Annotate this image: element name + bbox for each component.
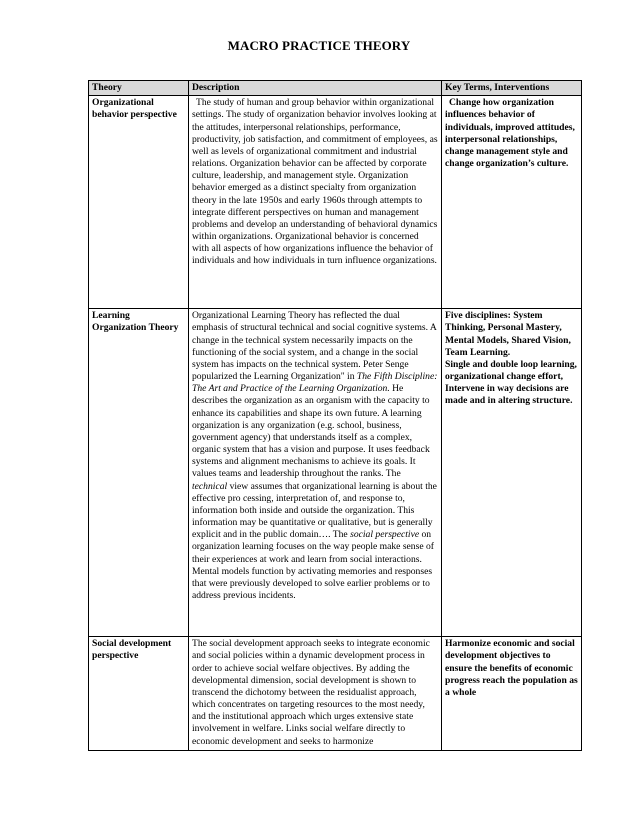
theory-table <box>88 80 582 751</box>
theory-cell: Learning Organization Theory <box>89 309 189 637</box>
table-row <box>89 96 582 309</box>
theory-cell: Organizational behavior perspective <box>89 96 189 309</box>
header-theory: Theory <box>89 81 189 96</box>
terms-text: Five disciplines: System Thinking, Personal Mastery, Mental Models, Shared Vision, Team Learning. <box>445 310 571 358</box>
terms-cell <box>442 309 582 637</box>
description-cell: The social development approach seeks to integrate economic and social policies within a dynamic development process in order to achieve social welfare objectives. By adding the developmental dimension, social development is shown to transcend the dichotomy between the residualist approach, which concentrates on targeting resources to the most needy, and the institutional approach which urges extensive state involvement in welfare. Links social welfare directly to economic development and seeks to harmonize <box>189 637 442 751</box>
theory-cell: Social development perspective <box>89 637 189 751</box>
description-text: Organizational Learning Theory has reflected the dual emphasis of structural technical and social cognitive systems. A change in the technical system necessarily impacts on the functioning of the social system, and a change in the social system has impacts on the technical system. Peter Senge popularized the Learning Organization" in <box>192 310 437 383</box>
table-row <box>89 637 582 751</box>
page-title: MACRO PRACTICE THEORY <box>227 38 411 53</box>
terms-cell: Change how organization influences behavior of individuals, improved attitudes, interpersonal relationships, change management style and change organization’s culture. <box>442 96 582 309</box>
description-cell <box>189 309 442 637</box>
description-text: He describes the organization as an organism with the capacity to enhance its capabilities and shape its own future. A learning organization is any organization (e.g. school, business, government agency) that understands itself as a complex, organic system that has a vision and purpose. It uses feedback systems and alignment mechanisms to achieve its goals. It values teams and leadership throughout the ranks. The <box>192 383 430 480</box>
table-row <box>89 309 582 637</box>
terms-text: Single and double loop learning, organizational change effort, <box>445 358 577 383</box>
terms-text: Intervene in way decisions are made and in altering structure. <box>445 383 573 407</box>
book-title: The Fifth Discipline: The Art and Practice of the Learning Organization. <box>192 371 438 395</box>
terms-cell: Harmonize economic and social development objectives to ensure the benefits of economic progress reach the population as a whole <box>442 637 582 751</box>
table-header-row <box>89 81 582 96</box>
description-cell: The study of human and group behavior within organizational settings. The study of organization behavior involves looking at the attitudes, interpersonal relationships, performance, productivity, job satisfaction, and commitment of employees, as well as levels of organizational commitment and industrial relations. Organization behavior can be affected by corporate culture, leadership, and management style. Organization behavior emerged as a distinct specialty from organization theory in the late 1950s and early 1960s through attempts to integrate different perspectives on human and management problems and develop an understanding of behavioral dynamics within organizations. Organizational behavior is concerned with all aspects of how organizations influence the behavior of individuals and how individuals in turn influence organizations. <box>189 96 442 309</box>
description-text: view assumes that organizational learning is about the effective pro cessing, interpretation of, and response to, information both inside and outside the organization. This information may be quantitative or qualitative, but is generally explicit and in the public domain…. The <box>192 480 437 541</box>
social-perspective-term: social perspective <box>350 529 420 541</box>
header-terms: Key Terms, Interventions <box>442 81 582 96</box>
description-text: on organization learning focuses on the way people make sense of their experiences at work and learn from social interactions. Mental models function by activating memories and responses that were previously developed to solve earlier problems or to address previous incidents. <box>192 529 434 602</box>
header-description: Description <box>189 81 442 96</box>
technical-term: technical <box>192 480 228 492</box>
